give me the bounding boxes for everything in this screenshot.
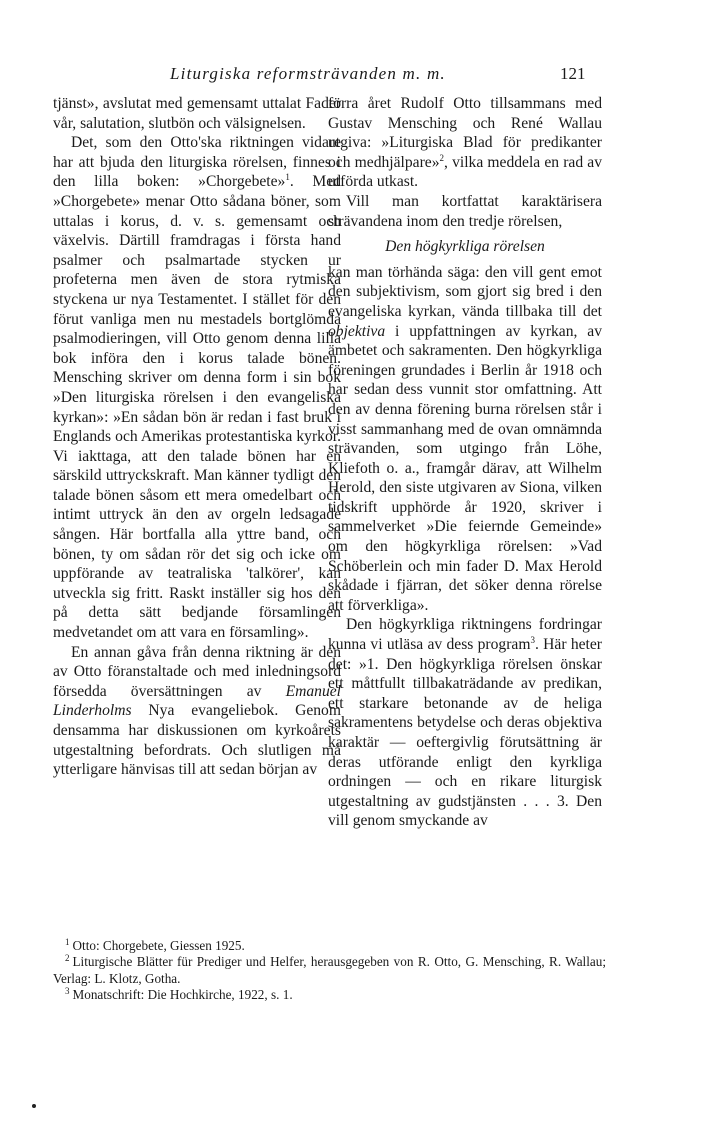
right-column — [328, 94, 602, 831]
right-paragraph-3 — [328, 263, 602, 616]
right-paragraph-2: Vill man kortfattat karaktärisera strävandena inom den tredje rörelsen, — [328, 192, 602, 230]
right-paragraph-1-text-b: , vilka meddela en rad av utförda utkast. — [328, 153, 602, 191]
right-paragraph-3-text-a: kan man törhända säga: den vill gent emot den subjektivism, som gjort sig bred i den evangeliska kyrkan, vända tillbaka till det — [328, 263, 602, 320]
right-paragraph-4-text-a: Den högkyrkliga riktningens fordringar kunna vi utläsa av dess program — [328, 616, 602, 654]
left-paragraph-3-text-b: Nya evangeliebok. Genom densamma har diskussionen om kyrkoårets utgestaltning befordrats. Och slutligen må ytterligare hänvisas till att sedan början av — [53, 702, 341, 779]
left-paragraph-1: tjänst», avslutat med gemensamt uttalat Fader vår, salutation, slutbön och välsignelsen. — [53, 95, 341, 132]
section-heading: Den högkyrkliga rörelsen — [385, 238, 545, 256]
footnote-3 — [53, 987, 606, 1003]
right-paragraph-1 — [328, 94, 602, 192]
page-number: 121 — [560, 64, 586, 83]
right-paragraph-1-text-a: förra året Rudolf Otto tillsammans med Gustav Mensching och René Wallau utgiva: »Liturgiska Blad för predikanter och medhjälpare» — [328, 95, 602, 171]
footnote-2-text: Liturgische Blätter für Prediger und Helfer, herausgegeben von R. Otto, G. Mensching, R. Wallau; Verlag: L. Klotz, Gotha. — [53, 954, 606, 986]
left-paragraph-2 — [53, 133, 341, 642]
right-paragraph-4-text-b: . Här heter det: »1. Den högkyrkliga rörelsen önskar ett måttfullt tillbakaträdande av predikan, ett starkare betonande av de heliga sakramentens betydelse och deras objektiva karaktär — oeftergivlig förutsättning är deras utförande enligt den kyrkliga ordningen — och en rikare liturgisk utgestaltning av gudstjänsten . . . 3. Den vill genom smyckande av — [328, 636, 602, 830]
left-paragraph-2-text-a: Det, som den Otto'ska riktningen vidare har att bjuda den liturgiska rörelsen, finnes i den lilla boken: »Chorgebete» — [53, 134, 341, 191]
footnote-1-text: Otto: Chorgebete, Giessen 1925. — [72, 938, 245, 953]
footnote-2 — [53, 954, 606, 987]
footnote-ref-1: 1 — [285, 172, 290, 183]
right-paragraph-3-text-b: i uppfattningen av kyrkan, av ämbetet och sakramenten. Den högkyrkliga föreningen grundades i Berlin år 1918 och har sedan dess vunnit stor omfattning. Att den av denna förening burna rörelsen står i visst sammanhang med de ovan omnämnda strävanden, som utgingo från Löhe, Kliefoth o. a., framgår därav, att Wilhelm Herold, den siste utgivaren av Siona, vilken tidskrift upphörde år 1920, skriver i sammelverket »Die feiernde Gemeinde» om den högkyrkliga rörelsen: »Vad Schöberlein och min fader D. Max Herold skådade i fjärran, det söker denna rörelse att förverkliga». — [328, 322, 602, 614]
left-paragraph-3 — [53, 643, 341, 780]
footnote-ref-3: 3 — [530, 634, 535, 645]
footnote-3-text: Monatschrift: Die Hochkirche, 1922, s. 1. — [72, 987, 293, 1003]
footnotes — [53, 938, 606, 1004]
footnote-3-num: 3 — [65, 985, 70, 996]
running-title: Liturgiska reformsträvanden m. m. — [170, 64, 446, 83]
right-paragraph-4 — [328, 615, 602, 831]
left-paragraph-3-text-a: En annan gåva från denna riktning är den av Otto föranstaltade och med inledningsord försedda översättningen av — [53, 643, 341, 700]
left-paragraph-2-text-b: . Med »Chorgebete» menar Otto sådana böner, som uttalas i korus, d. v. s. gemensamt och växelvis. Därtill framdragas i första hand psalmer och psalmartade stycken ur profeterna men även de stora rytmiska styckena ur nya Testamentet. I stället för den förut vanliga men nu mestadels bortglömda psalmodieringen, vill Otto genom denna lilla bok införa den i korus talade bönen. Mensching skriver om denna form i sin bok »Den liturgiska rörelsen i den evangeliska kyrkan»: »En sådan bön är redan i fast bruk i Englands och Amerikas protestantiska kyrkor. Vi iakttaga, att den talade bönen har en särskild uttryckskraft. Man känner tydligt den talade bönen såsom ett mera omedelbart och intimt uttryck än den av orgeln ledsagade sången. Här bortfalla alla yttre band, och bönen, ty om sådan rör det sig och icke om uppförande av teatraliska 'talkörer', kan utveckla sig fritt. Raskt inställer sig hos den på detta sätt bedjande församlingen medvetandet om att vara en församling». — [53, 173, 341, 642]
objektiva-word: objektiva — [328, 322, 386, 340]
footnote-1 — [53, 938, 606, 954]
left-column — [53, 94, 341, 780]
footnote-2-num: 2 — [65, 953, 70, 964]
page-header — [0, 64, 715, 88]
ink-speck — [32, 1104, 36, 1108]
footnote-1-num: 1 — [65, 936, 70, 947]
footnote-ref-2: 2 — [439, 152, 445, 163]
linderholm-name: Emanuel Linderholms — [53, 682, 341, 720]
